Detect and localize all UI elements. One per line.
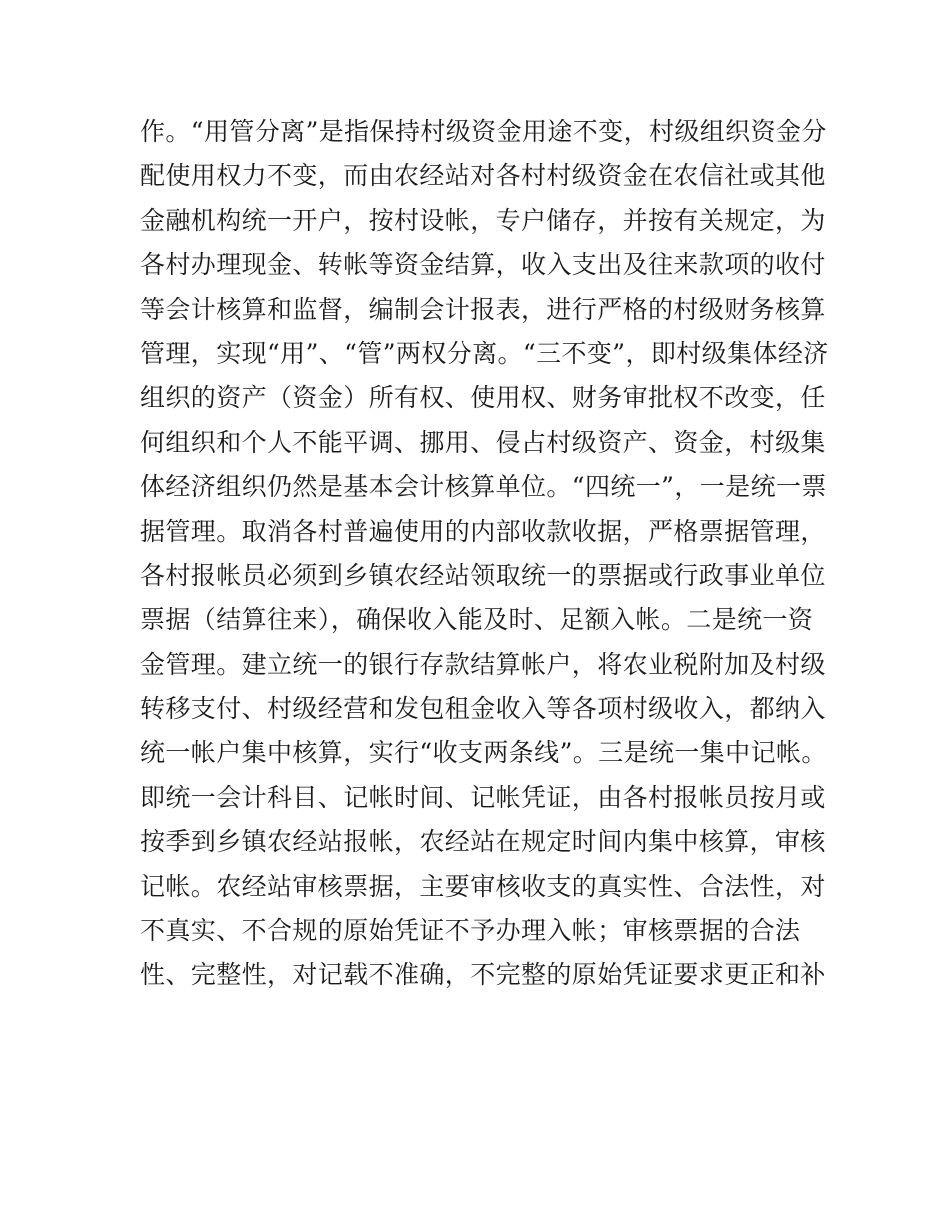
text-line: 不真实、不合规的原始凭证不予办理入帐；审核票据的合法 xyxy=(140,916,801,946)
text-line: 统一帐户集中核算，实行“收支两条线”。三是统一集中记帐。 xyxy=(140,738,827,768)
text-line: 票据（结算往来），确保收入能及时、足额入帐。二是统一资 xyxy=(140,605,814,635)
text-line: 管理，实现“用”、“管”两权分离。“三不变”，即村级集体经济 xyxy=(140,338,829,368)
text-line: 组织的资产（资金）所有权、使用权、财务审批权不改变，任 xyxy=(140,383,826,413)
text-line: 性、完整性，对记载不准确，不完整的原始凭证要求更正和补 xyxy=(140,960,826,990)
text-line: 何组织和个人不能平调、挪用、侵占村级资产、资金，村级集 xyxy=(140,427,826,457)
text-line: 各村办理现金、转帐等资金结算，收入支出及往来款项的收付 xyxy=(140,250,826,280)
text-line: 金融机构统一开户，按村设帐，专户储存，并按有关规定，为 xyxy=(140,205,826,235)
text-line: 体经济组织仍然是基本会计核算单位。“四统一”，一是统一票 xyxy=(140,472,827,502)
text-line: 配使用权力不变，而由农经站对各村村级资金在农信社或其他 xyxy=(140,161,826,191)
text-line: 金管理。建立统一的银行存款结算帐户，将农业税附加及村级 xyxy=(140,649,826,679)
body-text xyxy=(140,110,829,998)
text-line: 等会计核算和监督，编制会计报表，进行严格的村级财务核算 xyxy=(140,294,826,324)
text-line: 转移支付、村级经营和发包租金收入等各项村级收入，都纳入 xyxy=(140,694,826,724)
text-line: 记帐。农经站审核票据，主要审核收支的真实性、合法性，对 xyxy=(140,871,826,901)
text-line: 各村报帐员必须到乡镇农经站领取统一的票据或行政事业单位 xyxy=(140,560,826,590)
text-line: 按季到乡镇农经站报帐，农经站在规定时间内集中核算，审核 xyxy=(140,827,826,857)
text-line: 据管理。取消各村普遍使用的内部收款收据，严格票据管理， xyxy=(140,516,826,546)
text-line: 作。“用管分离”是指保持村级资金用途不变，村级组织资金分 xyxy=(140,117,827,146)
text-line: 即统一会计科目、记帐时间、记帐凭证，由各村报帐员按月或 xyxy=(140,782,826,812)
